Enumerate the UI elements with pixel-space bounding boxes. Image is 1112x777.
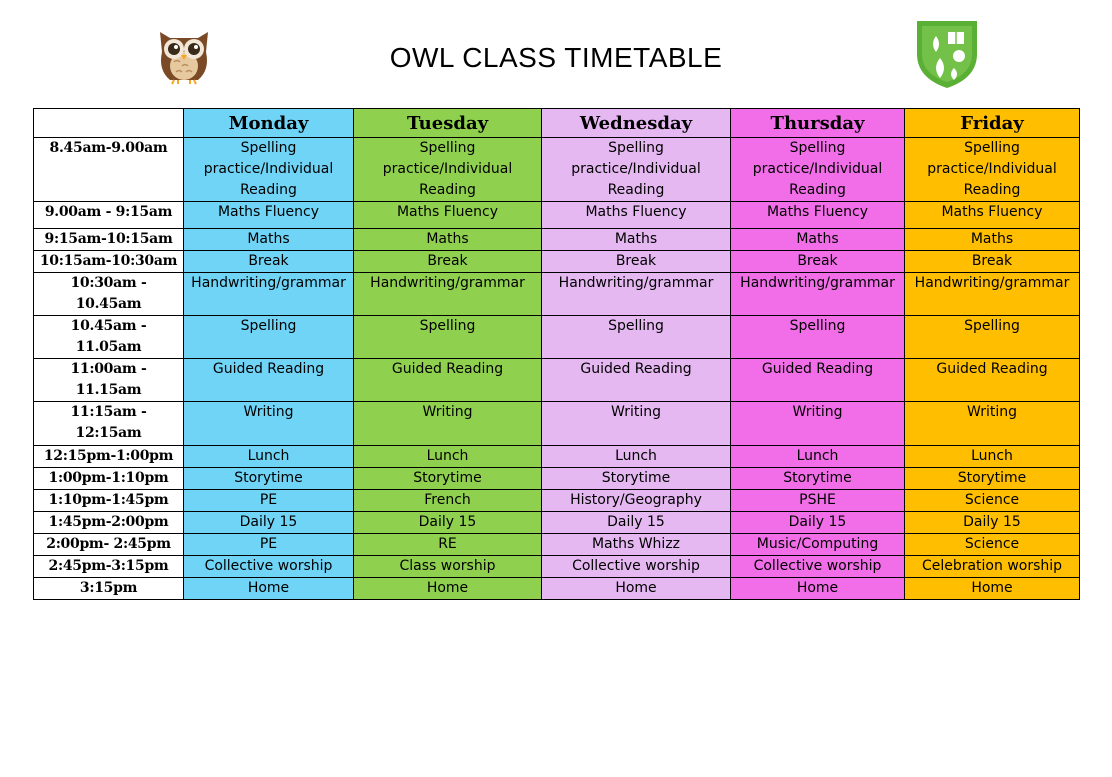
page-title: OWL CLASS TIMETABLE	[389, 42, 723, 73]
lesson-cell: Break	[731, 251, 905, 273]
day-header-tuesday: Tuesday	[354, 109, 542, 138]
lesson-cell: Collective worship	[731, 556, 905, 578]
table-row	[34, 534, 1080, 556]
time-cell: 10:30am - 10.45am	[34, 273, 184, 316]
lesson-cell: Writing	[354, 402, 542, 446]
timetable	[33, 108, 1080, 600]
lesson-cell: Class worship	[354, 556, 542, 578]
lesson-cell: Spelling	[184, 316, 354, 359]
lesson-cell: Home	[354, 578, 542, 600]
lesson-cell: Spelling practice/Individual Reading	[731, 138, 905, 202]
table-row	[34, 446, 1080, 468]
lesson-cell: Writing	[731, 402, 905, 446]
lesson-cell: Break	[905, 251, 1080, 273]
lesson-cell: Daily 15	[184, 512, 354, 534]
lesson-cell: Maths Fluency	[905, 202, 1080, 229]
table-row	[34, 229, 1080, 251]
day-header-wednesday: Wednesday	[542, 109, 731, 138]
lesson-cell: Spelling	[542, 316, 731, 359]
school-crest-icon	[914, 18, 980, 90]
lesson-cell: Writing	[184, 402, 354, 446]
lesson-cell: Maths Fluency	[184, 202, 354, 229]
lesson-cell: Spelling practice/Individual Reading	[354, 138, 542, 202]
time-cell: 9:15am-10:15am	[34, 229, 184, 251]
lesson-cell: Home	[905, 578, 1080, 600]
lesson-cell: Maths	[354, 229, 542, 251]
lesson-cell: Spelling	[905, 316, 1080, 359]
lesson-cell: PE	[184, 534, 354, 556]
lesson-cell: Break	[542, 251, 731, 273]
table-row	[34, 359, 1080, 402]
lesson-cell: RE	[354, 534, 542, 556]
day-header-friday: Friday	[905, 109, 1080, 138]
day-header-thursday: Thursday	[731, 109, 905, 138]
lesson-cell: Daily 15	[542, 512, 731, 534]
lesson-cell: Storytime	[731, 468, 905, 490]
lesson-cell: Spelling practice/Individual Reading	[905, 138, 1080, 202]
time-cell: 11:00am - 11.15am	[34, 359, 184, 402]
lesson-cell: Celebration worship	[905, 556, 1080, 578]
lesson-cell: Guided Reading	[354, 359, 542, 402]
lesson-cell: Handwriting/grammar	[354, 273, 542, 316]
time-cell: 10.45am - 11.05am	[34, 316, 184, 359]
lesson-cell: Collective worship	[184, 556, 354, 578]
lesson-cell: Guided Reading	[184, 359, 354, 402]
time-cell: 1:45pm-2:00pm	[34, 512, 184, 534]
lesson-cell: Spelling practice/Individual Reading	[542, 138, 731, 202]
lesson-cell: Maths Fluency	[542, 202, 731, 229]
lesson-cell: Maths Fluency	[731, 202, 905, 229]
lesson-cell: Guided Reading	[905, 359, 1080, 402]
lesson-cell: Storytime	[905, 468, 1080, 490]
lesson-cell: Science	[905, 490, 1080, 512]
lesson-cell: Maths	[542, 229, 731, 251]
day-header-monday: Monday	[184, 109, 354, 138]
lesson-cell: Storytime	[542, 468, 731, 490]
lesson-cell: Writing	[542, 402, 731, 446]
lesson-cell: Science	[905, 534, 1080, 556]
lesson-cell: Spelling	[354, 316, 542, 359]
time-cell: 11:15am - 12:15am	[34, 402, 184, 446]
lesson-cell: Handwriting/grammar	[184, 273, 354, 316]
lesson-cell: Handwriting/grammar	[905, 273, 1080, 316]
lesson-cell: Lunch	[905, 446, 1080, 468]
lesson-cell: Storytime	[184, 468, 354, 490]
lesson-cell: PSHE	[731, 490, 905, 512]
lesson-cell: Handwriting/grammar	[731, 273, 905, 316]
lesson-cell: Lunch	[354, 446, 542, 468]
time-cell: 12:15pm-1:00pm	[34, 446, 184, 468]
lesson-cell: Maths	[184, 229, 354, 251]
table-row	[34, 402, 1080, 446]
lesson-cell: Daily 15	[354, 512, 542, 534]
time-cell: 1:10pm-1:45pm	[34, 490, 184, 512]
lesson-cell: History/Geography	[542, 490, 731, 512]
header-row	[34, 109, 1080, 138]
lesson-cell: Home	[542, 578, 731, 600]
lesson-cell: Guided Reading	[542, 359, 731, 402]
lesson-cell: Spelling practice/Individual Reading	[184, 138, 354, 202]
table-row	[34, 556, 1080, 578]
lesson-cell: Lunch	[184, 446, 354, 468]
time-cell: 1:00pm-1:10pm	[34, 468, 184, 490]
lesson-cell: Maths Whizz	[542, 534, 731, 556]
table-row	[34, 251, 1080, 273]
lesson-cell: Maths	[905, 229, 1080, 251]
time-cell: 9.00am - 9:15am	[34, 202, 184, 229]
table-row	[34, 490, 1080, 512]
lesson-cell: Daily 15	[905, 512, 1080, 534]
lesson-cell: Home	[184, 578, 354, 600]
lesson-cell: Spelling	[731, 316, 905, 359]
lesson-cell: Maths Fluency	[354, 202, 542, 229]
lesson-cell: Guided Reading	[731, 359, 905, 402]
lesson-cell: Music/Computing	[731, 534, 905, 556]
table-row	[34, 578, 1080, 600]
lesson-cell: Lunch	[731, 446, 905, 468]
table-row	[34, 202, 1080, 229]
lesson-cell: Break	[354, 251, 542, 273]
lesson-cell: Writing	[905, 402, 1080, 446]
lesson-cell: Handwriting/grammar	[542, 273, 731, 316]
lesson-cell: Lunch	[542, 446, 731, 468]
lesson-cell: Home	[731, 578, 905, 600]
table-row	[34, 512, 1080, 534]
lesson-cell: Collective worship	[542, 556, 731, 578]
lesson-cell: French	[354, 490, 542, 512]
table-row	[34, 468, 1080, 490]
table-row	[34, 316, 1080, 359]
lesson-cell: Maths	[731, 229, 905, 251]
time-cell: 3:15pm	[34, 578, 184, 600]
time-cell: 2:00pm- 2:45pm	[34, 534, 184, 556]
lesson-cell: PE	[184, 490, 354, 512]
table-row	[34, 138, 1080, 202]
time-cell: 10:15am-10:30am	[34, 251, 184, 273]
time-cell: 8.45am-9.00am	[34, 138, 184, 202]
corner-cell	[34, 109, 184, 138]
time-cell: 2:45pm-3:15pm	[34, 556, 184, 578]
lesson-cell: Break	[184, 251, 354, 273]
lesson-cell: Storytime	[354, 468, 542, 490]
lesson-cell: Daily 15	[731, 512, 905, 534]
table-row	[34, 273, 1080, 316]
